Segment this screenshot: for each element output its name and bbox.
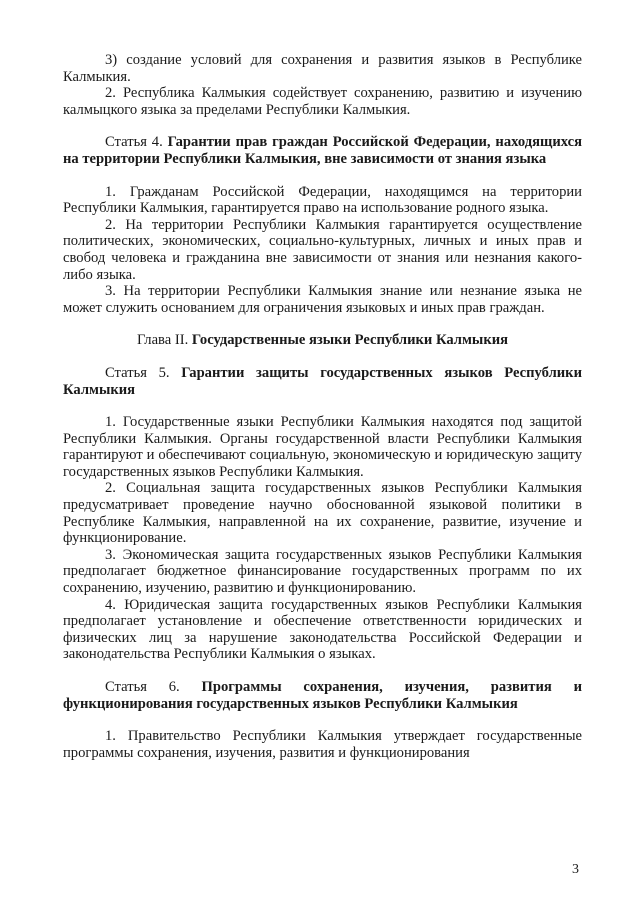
page-number: 3 [572, 862, 579, 877]
chapter-title: Государственные языки Республики Калмыкия [191, 332, 509, 349]
paragraph: 4. Юридическая защита государственных языков Республики Калмыкия предполагает установление и обеспечение ответственности юридических и физических лиц за нарушение законодательства Российской Федерации и законодательства Республики Калмыкия о языках. [63, 596, 582, 663]
chapter-label: Глава II. [136, 332, 189, 349]
article-title: Гарантии прав граждан Российской Федерации, находящихся на территории Республики Калмыкия, вне зависимости от знания языка [63, 134, 582, 167]
article-title: Гарантии защиты государственных языков Республики Калмыкия [63, 364, 582, 398]
paragraph: 3. Экономическая защита государственных языков Республики Калмыкия предполагает бюджетное финансирование государственных программ по их сохранению, изучению, развитию и функционированию. [63, 546, 582, 597]
article-4-heading [63, 134, 582, 167]
article-6-heading [63, 679, 582, 712]
paragraph: 3) создание условий для сохранения и развития языков в Республике Калмыкия. [63, 52, 582, 85]
document-page [63, 52, 582, 761]
paragraph: 1. Государственные языки Республики Калмыкия находятся под защитой Республики Калмыкия. Органы государственной власти Республики Калмыкия гарантируют и обеспечивают социальную, экономическую и юридическую защиту государственных языков Республики Калмыкия. [63, 414, 582, 480]
article-title: Программы сохранения, изучения, развития и функционирования государственных языков Республики Калмыкия [63, 679, 582, 712]
paragraph: 2. Социальная защита государственных языков Республики Калмыкия предусматривает проведение научно обоснованной языковой политики в Республике Калмыкия, направленной на их сохранение, развитие, изучение и функционирование. [63, 480, 582, 547]
chapter-heading [63, 332, 582, 349]
article-5-heading [63, 365, 582, 398]
article-label: Статья 4. [105, 134, 163, 151]
paragraph: 1. Правительство Республики Калмыкия утверждает государственные программы сохранения, изучения, развития и функционирования [63, 728, 582, 761]
paragraph: 2. Республика Калмыкия содействует сохранению, развитию и изучению калмыцкого языка за пределами Республики Калмыкия. [63, 85, 582, 118]
article-label: Статья 6. [105, 679, 180, 695]
article-label: Статья 5. [105, 364, 170, 381]
paragraph: 3. На территории Республики Калмыкия знание или незнание языка не может служить основанием для ограничения языковых и иных прав граждан. [63, 283, 582, 316]
paragraph: 1. Гражданам Российской Федерации, находящимся на территории Республики Калмыкия, гарантируется право на использование родного языка. [63, 183, 582, 217]
paragraph: 2. На территории Республики Калмыкия гарантируется осуществление политических, экономических, социально-культурных, личных и иных прав и свобод человека и гражданина вне зависимости от знания или незнания какого-либо языка. [63, 216, 582, 283]
